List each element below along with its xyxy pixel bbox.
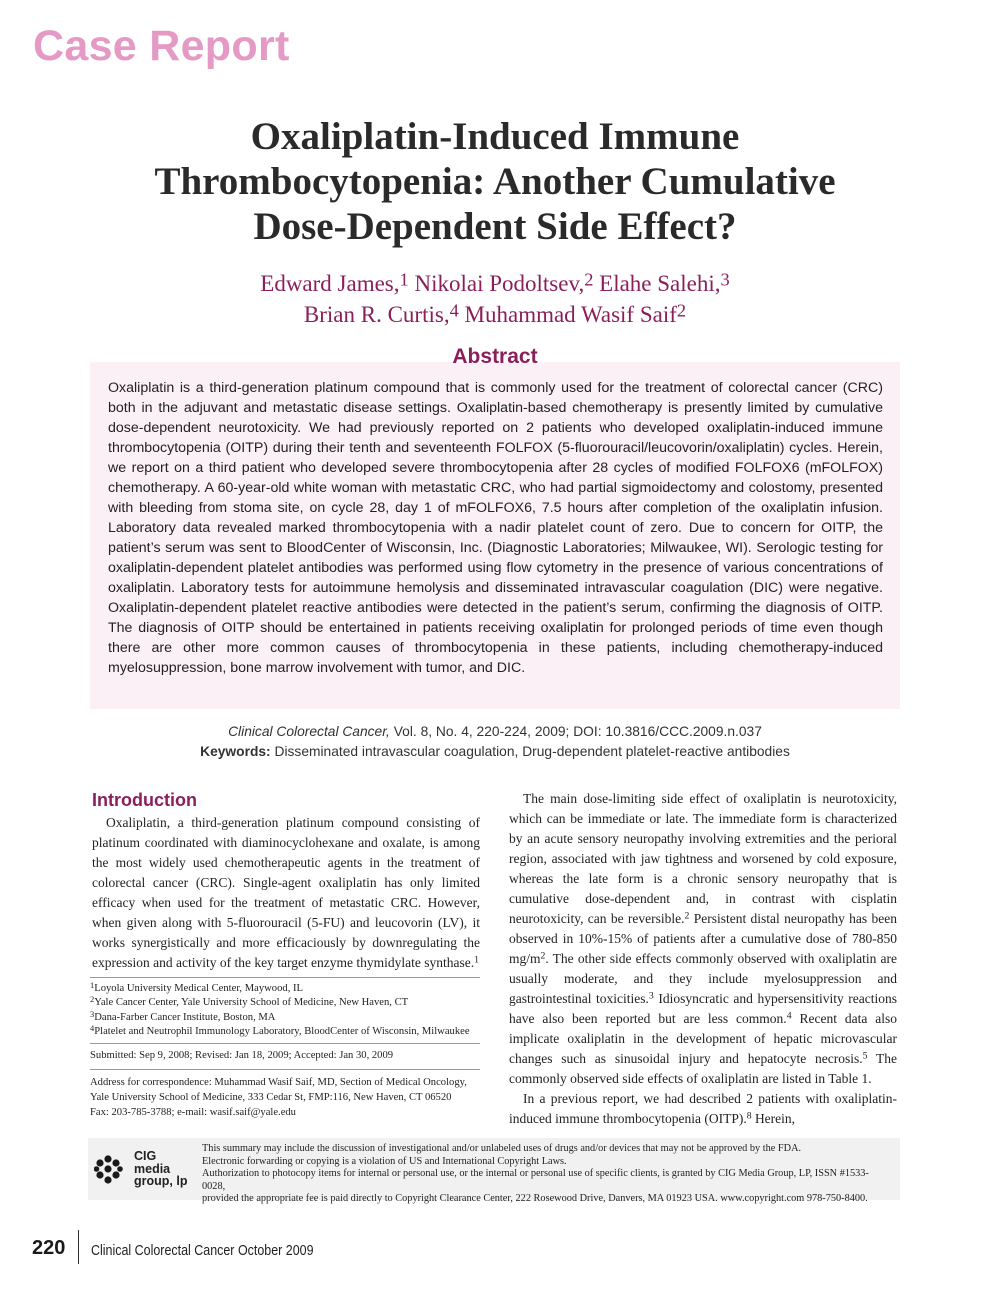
page-number: 220 — [32, 1237, 66, 1259]
citation-details: Vol. 8, No. 4, 220-224, 2009; DOI: 10.3816/CCC.2009.n.037 — [389, 724, 762, 739]
footer-issue: October 2009 — [237, 1243, 314, 1259]
author-list — [100, 268, 890, 330]
footer-journal: Clinical Colorectal Cancer — [91, 1243, 235, 1259]
paragraph-text: Herein, — [751, 1111, 796, 1126]
author-affil-ref: 4 — [449, 300, 459, 321]
disclaimer-line: provided the appropriate fee is paid directly to Copyright Clearance Center, 222 Rosewood Drive, Danvers, MA 01923 USA. www.copyright.com 978-750-8400. — [202, 1193, 868, 1205]
logo-line: group, lp — [134, 1174, 188, 1189]
affiliation — [90, 1025, 482, 1039]
author-name: Muhammad Wasif Saif — [458, 302, 677, 327]
right-paragraph — [509, 1089, 897, 1129]
author-name: Nikolai Podoltsev, — [408, 271, 585, 296]
reference-marker: 1 — [474, 954, 479, 966]
citation-line — [0, 722, 990, 742]
paragraph-text: The commonly observed side effects of oxaliplatin are listed in Table 1. — [509, 1051, 897, 1086]
copyright-disclaimer — [202, 1143, 892, 1206]
affil-number: 2 — [90, 994, 95, 1005]
affil-text: Loyola University Medical Center, Maywood, IL — [94, 983, 303, 994]
author-name: Elahe Salehi, — [593, 271, 721, 296]
logo-line: CIG — [134, 1149, 157, 1163]
affiliations — [90, 982, 482, 1040]
author-name: Edward James, — [260, 271, 400, 296]
address-line: Yale University School of Medicine, 333 Cedar St, FMP:116, New Haven, CT 06520 — [90, 1092, 452, 1104]
affil-number: 3 — [90, 1008, 95, 1019]
address-line: Fax: 203-785-3788; e-mail: wasif.saif@yale.edu — [90, 1107, 296, 1119]
author-affil-ref: 3 — [720, 269, 730, 290]
abstract-text: Oxaliplatin is a third-generation platinum compound that is commonly used for the treatment of colorectal cancer (CRC) both in the adjuvant and metastatic disease settings. Oxaliplatin-based chemotherapy is presently limited by cumulative dose-dependent neurotoxicity. We had previously reported on 2 patients who developed oxaliplatin-induced immune thrombocytopenia (OITP) during their tenth and seventeenth FOLFOX (5-fluorouracil/leucovorin/oxaliplatin) cycles. Herein, we report on a third patient who developed severe thrombocytopenia after 28 cycles of modified FOLFOX6 (mFOLFOX) chemotherapy. A 60-year-old white woman with metastatic CRC, who had partial sigmoidectomy and colostomy, presented with bleeding from stoma site, on cycle 28, day 1 of mFOLFOX6, 7.5 hours after completion of the oxaliplatin infusion. Laboratory data revealed marked thrombocytopenia with a nadir platelet count of zero. Due to concern for OITP, the patient’s serum was sent to BloodCenter of Wisconsin, Inc. (Diagnostic Laboratories; Milwaukee, WI). Serologic testing for oxaliplatin-dependent platelet antibodies was performed using flow cytometry in the presence of various concentrations of oxaliplatin. Laboratory tests for autoimmune hemolysis and disseminated intravascular coagulation (DIC) were negative. Oxaliplatin-dependent platelet reactive antibodies were detected in the patient’s serum, confirming the diagnosis of OITP. The diagnosis of OITP should be entertained in patients receiving oxaliplatin for prolonged periods of time even though there are other more common causes of thrombocytopenia in these patients, including chemotherapy-induced myelosuppression, bone marrow involvement with tumor, and DIC. — [108, 380, 883, 676]
publisher-logo-text — [134, 1150, 187, 1188]
affil-text: Dana-Farber Cancer Institute, Boston, MA — [94, 1011, 276, 1023]
affiliation — [90, 996, 482, 1010]
logo-line: media — [134, 1161, 171, 1176]
reference-marker: 2 — [684, 910, 690, 922]
keywords-text: Disseminated intravascular coagulation, Drug-dependent platelet-reactive antibodies — [270, 744, 790, 759]
disclaimer-line: Electronic forwarding or copying is a violation of US and International Copyright Laws. — [202, 1155, 567, 1167]
address-divider — [90, 1069, 480, 1070]
title-line: Thrombocytopenia: Another Cumulative — [154, 160, 836, 203]
paragraph-text: Oxaliplatin, a third-generation platinum compound consisting of platinum coordinated with diaminocyclohexane and oxalate, is among the most widely used chemotherapeutic agents in the treatment of colorectal cancer (CRC). Single-agent oxaliplatin has only limited efficacy when used for the treatment of metastatic CRC. However, when given along with 5-fluorouracil (5-FU) and leucovorin (LV), it works synergistically and more efficaciously by downregulating the expression and activity of the key target enzyme thymidylate synthase. — [92, 815, 480, 970]
affil-text: Yale Cancer Center, Yale University School of Medicine, New Haven, CT — [94, 997, 409, 1009]
title-line: Oxaliplatin-Induced Immune — [250, 115, 740, 158]
right-column — [509, 789, 897, 1129]
title-line: Dose-Dependent Side Effect? — [253, 205, 737, 248]
author-affil-ref: 1 — [399, 269, 409, 290]
right-paragraph — [509, 789, 897, 1089]
author-line — [100, 268, 890, 299]
affil-text: Platelet and Neutrophil Immunology Laboratory, BloodCenter of Wisconsin, Milwaukee — [94, 1026, 470, 1038]
reference-marker: 8 — [746, 1110, 752, 1122]
author-line — [100, 299, 890, 330]
affiliation — [90, 1008, 482, 1025]
affil-number: 4 — [90, 1023, 95, 1034]
disclaimer-line: Authorization to photocopy items for internal or personal use, or the internal or personal use of specific clients, is granted by CIG Media Group, LP, ISSN #1533-0028, — [202, 1168, 869, 1192]
paragraph-text: . The other side effects commonly observed with oxaliplatin are usually moderate, and they include myelosuppression and gastrointestinal toxicities. — [509, 951, 897, 1006]
author-affil-ref: 2 — [584, 269, 594, 290]
author-affil-ref: 2 — [676, 300, 687, 321]
section-label: Case Report — [33, 22, 290, 70]
dates-divider — [90, 1043, 480, 1044]
page-divider — [78, 1230, 79, 1264]
keywords-line — [0, 742, 990, 762]
article-title — [100, 114, 890, 249]
disclaimer-line: This summary may include the discussion of investigational and/or unlabeled uses of drugs and/or devices that may not be approved by the FDA. — [202, 1143, 802, 1154]
submission-dates: Submitted: Sep 9, 2008; Revised: Jan 18, 2009; Accepted: Jan 30, 2009 — [90, 1050, 394, 1061]
reference-marker: 2 — [540, 950, 546, 962]
introduction-heading: Introduction — [92, 790, 197, 810]
affiliation — [90, 982, 482, 996]
footnote-divider — [90, 977, 480, 978]
affil-number: 1 — [90, 980, 95, 991]
introduction-left-paragraph — [92, 813, 480, 973]
reference-marker: 5 — [862, 1050, 868, 1062]
keywords-label: Keywords: — [200, 744, 271, 759]
author-name: Brian R. Curtis, — [303, 302, 450, 327]
running-footer — [91, 1243, 314, 1259]
citation-journal: Clinical Colorectal Cancer, — [228, 724, 390, 739]
correspondence-address — [90, 1075, 482, 1121]
address-line: Address for correspondence: Muhammad Wasif Saif, MD, Section of Medical Oncology, — [90, 1077, 467, 1088]
paragraph-text: In a previous report, we had described 2 patients with oxaliplatin-induced immune thrombocytopenia (OITP). — [509, 1091, 897, 1126]
paragraph-text: Persistent distal neuropathy has been observed in 10%-15% of patients after a cumulative dose of 780-850 mg/m — [509, 911, 897, 966]
paragraph-text: Recent data also implicate oxaliplatin in the development of hepatic microvascular changes such as sinusoidal injury and hepatocyte necrosis. — [509, 1011, 897, 1066]
paragraph-text: The main dose-limiting side effect of oxaliplatin is neurotoxicity, which can be immediate or late. The immediate form is characterized by an acute sensory neuropathy involving extremities and the perioral region, associated with jaw tightness and worsened by cold exposure, whereas the late form is a chronic sensory neuropathy that is cumulative dose-dependent and, in contrast with cisplatin neurotoxicity, can be reversible. — [509, 791, 897, 926]
reference-marker: 3 — [648, 990, 654, 1002]
reference-marker: 4 — [786, 1010, 792, 1022]
abstract-heading: Abstract — [452, 345, 538, 368]
paragraph-text: Idiosyncratic and hypersensitivity reactions have also been reported but are less common. — [509, 991, 897, 1026]
